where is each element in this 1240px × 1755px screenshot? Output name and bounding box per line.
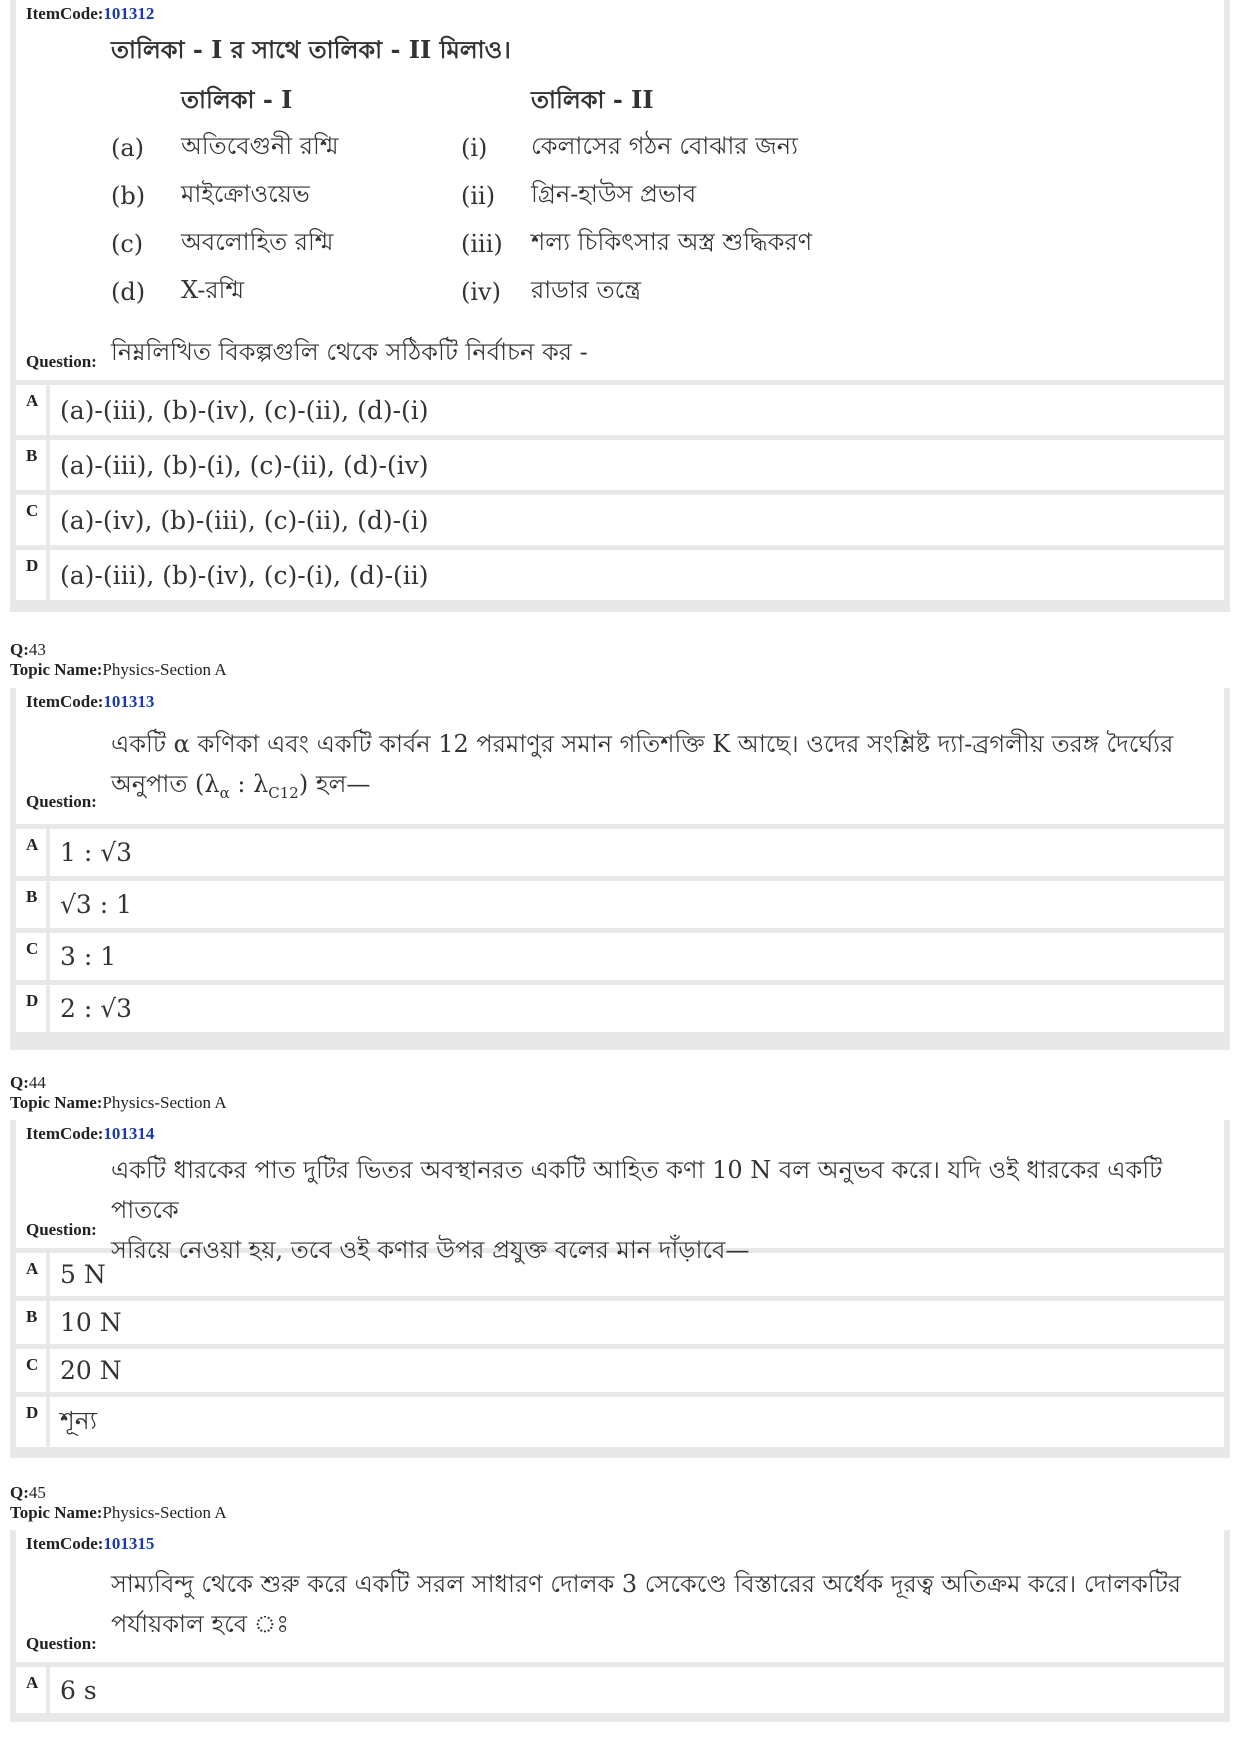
option-d[interactable]: D 2 : √3 (16, 985, 1224, 1032)
option-c[interactable]: C 20 N (16, 1349, 1224, 1392)
question-label: Question: (26, 1220, 97, 1239)
question-text: সাম্যবিন্দু থেকে শুরু করে একটি সরল সাধারণ দোলক 3 সেকেণ্ডে বিস্তারের অর্ধেক দূরত্ব অতিক্রম করে। দোলকটির পর্যায়কাল হবে ঃ (111, 1570, 1182, 1638)
question-block-101313 (10, 688, 1230, 1050)
question-meta: Q:45 Topic Name:Physics-Section A (10, 1483, 227, 1522)
match-row: (a) অতিবেগুনী রশ্মি (i) কেলাসের গঠন বোঝার জন্য (111, 132, 798, 162)
question-text: একটি α কণিকা এবং একটি কার্বন 12 পরমাণুর সমান গতিশক্তি K আছে। ওদের সংশ্লিষ্ট দ্যা-ব্রগলীয় তরঙ্গ দৈর্ঘ্যের অনুপাত ($\lambda_\alpha$ : $\lambda_{C12}$) হল— (111, 730, 1174, 802)
question-label: Question: (26, 792, 97, 811)
list-1-header: তালিকা - I (181, 85, 293, 114)
question-text: নিম্নলিখিত বিকল্পগুলি থেকে সঠিকটি নির্বাচন কর - (111, 338, 588, 366)
question-meta: Q:44 Topic Name:Physics-Section A (10, 1073, 227, 1112)
option-b[interactable]: B √3 : 1 (16, 881, 1224, 928)
match-instruction: তালিকা - I র সাথে তালিকা - II মিলাও। (111, 35, 511, 64)
question-header (16, 688, 1224, 824)
option-a[interactable]: A 1 : √3 (16, 829, 1224, 876)
match-row: (d) X-রশ্মি (iv) রাডার তন্ত্রে (111, 276, 641, 306)
question-meta: Q:43 Topic Name:Physics-Section A (10, 640, 227, 679)
match-table (111, 80, 812, 316)
option-c[interactable]: C 3 : 1 (16, 933, 1224, 980)
question-header (16, 1120, 1224, 1264)
option-a[interactable]: A 6 s (16, 1667, 1224, 1713)
option-d[interactable]: D শূন্য (16, 1397, 1224, 1447)
question-block-101315 (10, 1530, 1230, 1722)
option-a[interactable]: A (a)-(iii), (b)-(iv), (c)-(ii), (d)-(i) (16, 385, 1224, 435)
option-b[interactable]: B 10 N (16, 1301, 1224, 1344)
question-header (16, 1530, 1224, 1662)
question-text: একটি ধারকের পাত দুটির ভিতর অবস্থানরত একটি আহিত কণা 10 N বল অনুভব করে। যদি ওই ধারকের একটি পাতকে সরিয়ে নেওয়া হয়, তবে ওই কণার উপর প্রযুক্ত বলের মান দাঁড়াবে— (111, 1156, 1163, 1264)
question-label: Question: (26, 352, 97, 371)
question-block-101314 (10, 1120, 1230, 1458)
match-row: (b) মাইক্রোওয়েভ (ii) গ্রিন-হাউস প্রভাব (111, 180, 697, 210)
item-code: ItemCode:101314 (26, 1124, 155, 1143)
match-row: (c) অবলোহিত রশ্মি (iii) শল্য চিকিৎসার অস্ত্র শুদ্ধিকরণ (111, 228, 813, 258)
item-code: ItemCode:101313 (26, 692, 155, 711)
option-a[interactable]: A 5 N (16, 1253, 1224, 1296)
list-2-header: তালিকা - II (531, 85, 654, 114)
item-code: ItemCode:101312 (26, 4, 155, 23)
option-d[interactable]: D (a)-(iii), (b)-(iv), (c)-(i), (d)-(ii) (16, 550, 1224, 600)
question-label: Question: (26, 1634, 97, 1653)
question-block-101312 (10, 0, 1230, 612)
option-b[interactable]: B (a)-(iii), (b)-(i), (c)-(ii), (d)-(iv) (16, 440, 1224, 490)
item-code: ItemCode:101315 (26, 1534, 155, 1553)
option-c[interactable]: C (a)-(iv), (b)-(iii), (c)-(ii), (d)-(i) (16, 495, 1224, 545)
question-header (16, 0, 1224, 380)
